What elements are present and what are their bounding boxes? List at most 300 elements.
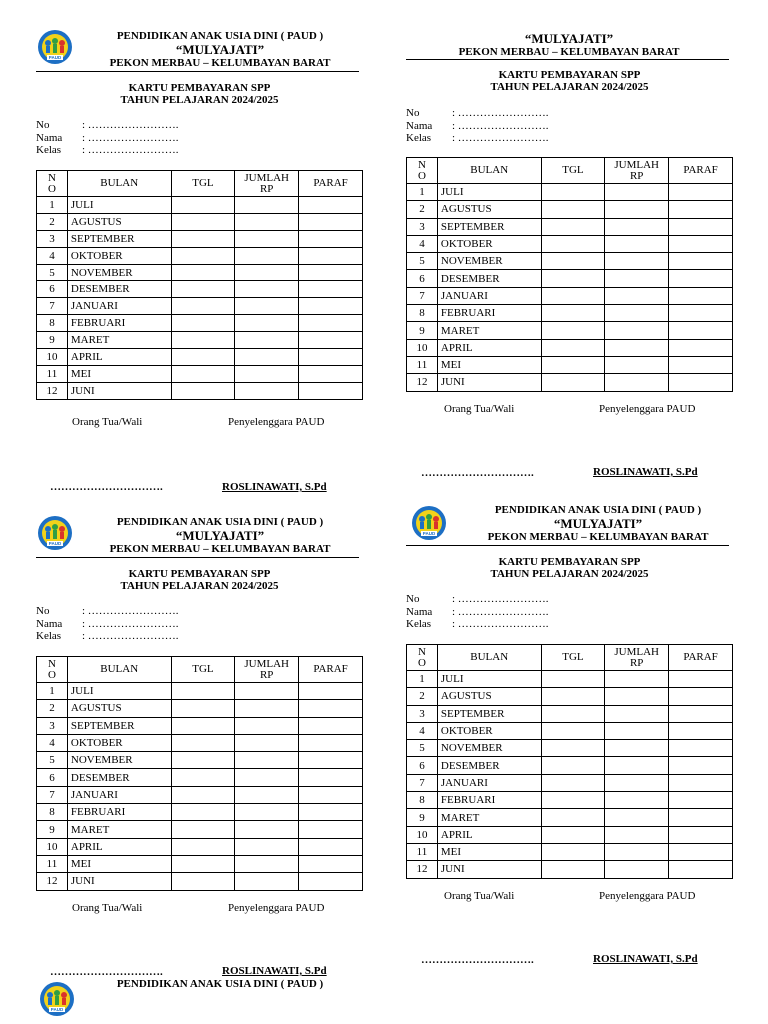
parent-signature-line: …………………………. [50,966,163,978]
row-number: 2 [407,688,438,705]
row-number: 4 [407,235,438,252]
month-cell: JULI [67,683,171,700]
date-cell[interactable] [541,843,605,860]
amount-cell[interactable] [605,339,669,356]
row-number: 12 [37,873,68,890]
initials-cell[interactable] [299,804,363,821]
initials-cell[interactable] [669,843,733,860]
month-cell: FEBRUARI [437,792,541,809]
table-row [407,235,733,252]
initials-cell[interactable] [299,769,363,786]
date-cell[interactable] [541,305,605,322]
column-bulan-header: BULAN [67,171,171,197]
paud-logo-icon [410,504,448,542]
amount-cell[interactable] [605,356,669,373]
row-number: 3 [407,218,438,235]
column-bulan-header: BULAN [437,158,541,184]
amount-cell[interactable] [235,365,299,382]
date-cell[interactable] [171,264,235,281]
amount-cell[interactable] [235,349,299,366]
month-cell: JANUARI [437,774,541,791]
school-year: TAHUN PELAJARAN 2024/2025 [120,94,279,106]
month-cell: OKTOBER [437,235,541,252]
initials-cell[interactable] [669,356,733,373]
date-cell[interactable] [541,809,605,826]
amount-cell[interactable] [605,826,669,843]
school-name: “MULYAJATI” [553,516,643,531]
row-number: 5 [407,253,438,270]
paud-logo-icon [36,514,74,552]
row-number: 1 [407,184,438,201]
date-cell[interactable] [171,332,235,349]
field-value: : ……………………. [452,107,549,119]
row-number: 1 [37,683,68,700]
table-row [407,861,733,878]
amount-cell[interactable] [605,184,669,201]
date-cell[interactable] [171,700,235,717]
parent-label: Orang Tua/Wali [444,890,515,902]
table-row [407,253,733,270]
amount-cell[interactable] [605,253,669,270]
initials-cell[interactable] [669,792,733,809]
field-value: : ……………………. [452,593,549,605]
row-number: 8 [407,792,438,809]
field-value: : ……………………. [452,119,549,132]
school-name: “MULYAJATI” [175,528,265,543]
initials-cell[interactable] [669,861,733,878]
date-cell[interactable] [541,861,605,878]
amount-cell[interactable] [605,305,669,322]
row-number: 10 [407,826,438,843]
row-number: 7 [37,298,68,315]
amount-cell[interactable] [235,734,299,751]
paud-logo-icon [38,980,76,1018]
initials-cell[interactable] [669,774,733,791]
date-cell[interactable] [541,201,605,218]
amount-cell[interactable] [235,786,299,803]
date-cell[interactable] [541,826,605,843]
initials-cell[interactable] [669,809,733,826]
initials-cell[interactable] [669,305,733,322]
table-row [37,855,363,872]
date-cell[interactable] [541,671,605,688]
student-fields [36,119,179,157]
initials-cell[interactable] [299,264,363,281]
row-number: 12 [407,861,438,878]
table-row [37,786,363,803]
parent-label: Orang Tua/Wali [444,403,515,415]
initials-cell[interactable] [299,873,363,890]
initials-cell[interactable] [299,197,363,214]
header-rule [36,71,359,72]
row-number: 4 [37,734,68,751]
column-no-header: N O [407,158,438,184]
table-row [407,184,733,201]
field-value: : ……………………. [82,131,179,144]
card-title: KARTU PEMBAYARAN SPP [128,568,271,580]
location: PEKON MERBAU – KELUMBAYAN BARAT [458,46,680,58]
initials-cell[interactable] [669,757,733,774]
amount-cell[interactable] [605,374,669,391]
date-cell[interactable] [541,235,605,252]
date-cell[interactable] [171,855,235,872]
field-label: No [406,107,420,119]
initials-cell[interactable] [669,374,733,391]
amount-cell[interactable] [605,270,669,287]
row-number: 1 [37,197,68,214]
amount-cell[interactable] [605,235,669,252]
row-number: 11 [37,855,68,872]
initials-cell[interactable] [299,365,363,382]
column-tgl-header: TGL [171,657,235,683]
initials-cell[interactable] [669,826,733,843]
month-cell: SEPTEMBER [437,218,541,235]
table-row [37,298,363,315]
initials-cell[interactable] [669,235,733,252]
column-no-header: N O [37,657,68,683]
date-cell[interactable] [541,339,605,356]
date-cell[interactable] [171,213,235,230]
table-row [37,683,363,700]
month-cell: AGUSTUS [437,688,541,705]
initials-cell[interactable] [299,382,363,399]
date-cell[interactable] [171,382,235,399]
month-cell: JULI [67,197,171,214]
row-number: 10 [37,838,68,855]
column-bulan-header: BULAN [67,657,171,683]
date-cell[interactable] [171,365,235,382]
amount-cell[interactable] [235,804,299,821]
date-cell[interactable] [171,838,235,855]
date-cell[interactable] [171,734,235,751]
organizer-label: Penyelenggara PAUD [599,403,696,415]
initials-cell[interactable] [299,281,363,298]
amount-cell[interactable] [235,197,299,214]
date-cell[interactable] [171,298,235,315]
row-number: 9 [37,821,68,838]
date-cell[interactable] [541,757,605,774]
month-cell: MEI [437,843,541,860]
row-number: 3 [407,705,438,722]
row-number: 4 [407,722,438,739]
month-cell: NOVEMBER [67,264,171,281]
table-row [37,700,363,717]
row-number: 11 [407,843,438,860]
row-number: 10 [407,339,438,356]
school-name: “MULYAJATI” [524,31,614,46]
date-cell[interactable] [541,374,605,391]
table-row [37,769,363,786]
field-label: No [406,593,420,605]
table-row [407,757,733,774]
amount-cell[interactable] [235,382,299,399]
parent-signature-line: …………………………. [421,954,534,966]
table-row [37,213,363,230]
date-cell[interactable] [171,873,235,890]
table-row [407,705,733,722]
school-year: TAHUN PELAJARAN 2024/2025 [490,81,649,93]
card-title: KARTU PEMBAYARAN SPP [498,69,641,81]
initials-cell[interactable] [299,315,363,332]
field-value: : ……………………. [452,618,549,630]
row-number: 9 [37,332,68,349]
initials-cell[interactable] [669,184,733,201]
month-cell: AGUSTUS [437,201,541,218]
initials-cell[interactable] [299,838,363,855]
amount-cell[interactable] [235,855,299,872]
date-cell[interactable] [541,774,605,791]
month-cell: DESEMBER [437,757,541,774]
amount-cell[interactable] [235,683,299,700]
school-year: TAHUN PELAJARAN 2024/2025 [120,580,279,592]
amount-cell[interactable] [605,287,669,304]
month-cell: SEPTEMBER [67,717,171,734]
initials-cell[interactable] [299,230,363,247]
table-header-row [407,158,733,184]
amount-cell[interactable] [605,322,669,339]
field-value: : ……………………. [452,132,549,144]
initials-cell[interactable] [299,247,363,264]
amount-cell[interactable] [235,752,299,769]
date-cell[interactable] [171,230,235,247]
table-row [37,752,363,769]
organizer-name: ROSLINAWATI, S.Pd [222,481,327,493]
date-cell[interactable] [171,349,235,366]
month-cell: MEI [67,855,171,872]
row-number: 2 [37,213,68,230]
student-fields [36,605,179,643]
date-cell[interactable] [541,270,605,287]
initials-cell[interactable] [669,740,733,757]
initials-cell[interactable] [669,722,733,739]
amount-cell[interactable] [605,809,669,826]
amount-cell[interactable] [235,298,299,315]
org-name: PENDIDIKAN ANAK USIA DINI ( PAUD ) [116,30,324,42]
initials-cell[interactable] [299,683,363,700]
amount-cell[interactable] [235,315,299,332]
amount-cell[interactable] [605,671,669,688]
date-cell[interactable] [541,253,605,270]
amount-cell[interactable] [605,705,669,722]
table-header-row [37,171,363,197]
column-bulan-header: BULAN [437,645,541,671]
column-tgl-header: TGL [541,645,605,671]
amount-cell[interactable] [605,688,669,705]
row-number: 11 [407,356,438,373]
month-cell: MARET [67,332,171,349]
field-label: Nama [36,131,63,144]
organizer-label: Penyelenggara PAUD [228,416,325,428]
column-paraf-header: PARAF [669,645,733,671]
date-cell[interactable] [171,281,235,298]
date-cell[interactable] [171,717,235,734]
field-label: Nama [406,605,433,618]
date-cell[interactable] [541,722,605,739]
initials-cell[interactable] [299,349,363,366]
column-no-header: N O [407,645,438,671]
initials-cell[interactable] [299,821,363,838]
amount-cell[interactable] [235,700,299,717]
field-label: Kelas [36,630,62,642]
amount-cell[interactable] [235,838,299,855]
row-number: 8 [37,315,68,332]
initials-cell[interactable] [669,688,733,705]
date-cell[interactable] [541,218,605,235]
initials-cell[interactable] [299,700,363,717]
initials-cell[interactable] [299,855,363,872]
date-cell[interactable] [541,356,605,373]
date-cell[interactable] [541,705,605,722]
table-row [407,356,733,373]
card-title: KARTU PEMBAYARAN SPP [128,82,271,94]
column-jumlah-header: JUMLAH RP [605,645,669,671]
parent-signature-line: …………………………. [50,481,163,493]
column-jumlah-header: JUMLAH RP [605,158,669,184]
row-number: 4 [37,247,68,264]
amount-cell[interactable] [235,247,299,264]
table-row [37,821,363,838]
month-cell: NOVEMBER [437,740,541,757]
column-no-header: N O [37,171,68,197]
initials-cell[interactable] [669,287,733,304]
amount-cell[interactable] [235,281,299,298]
paud-logo-icon [36,28,74,66]
date-cell[interactable] [171,769,235,786]
initials-cell[interactable] [669,218,733,235]
field-value: : ……………………. [82,630,179,642]
field-label: Kelas [36,144,62,156]
date-cell[interactable] [541,287,605,304]
table-row [407,792,733,809]
initials-cell[interactable] [669,671,733,688]
row-number: 7 [407,774,438,791]
date-cell[interactable] [171,786,235,803]
field-value: : ……………………. [82,605,179,617]
student-fields [406,593,549,631]
initials-cell[interactable] [299,786,363,803]
amount-cell[interactable] [235,821,299,838]
row-number: 9 [407,322,438,339]
amount-cell[interactable] [605,218,669,235]
row-number: 8 [37,804,68,821]
row-number: 7 [37,786,68,803]
row-number: 2 [407,201,438,218]
month-cell: JANUARI [67,298,171,315]
initials-cell[interactable] [669,270,733,287]
table-row [407,201,733,218]
amount-cell[interactable] [235,873,299,890]
location: PEKON MERBAU – KELUMBAYAN BARAT [487,531,709,543]
location: PEKON MERBAU – KELUMBAYAN BARAT [109,57,331,69]
row-number: 12 [37,382,68,399]
month-cell: JUNI [67,382,171,399]
row-number: 2 [37,700,68,717]
month-cell: MARET [67,821,171,838]
month-cell: DESEMBER [67,281,171,298]
header-rule [406,59,729,60]
month-cell: DESEMBER [67,769,171,786]
initials-cell[interactable] [299,332,363,349]
table-row [37,332,363,349]
date-cell[interactable] [171,752,235,769]
amount-cell[interactable] [235,264,299,281]
amount-cell[interactable] [605,740,669,757]
column-tgl-header: TGL [171,171,235,197]
card-title: KARTU PEMBAYARAN SPP [498,556,641,568]
initials-cell[interactable] [669,201,733,218]
amount-cell[interactable] [605,757,669,774]
row-number: 6 [37,769,68,786]
initials-cell[interactable] [669,705,733,722]
table-row [37,264,363,281]
amount-cell[interactable] [605,792,669,809]
amount-cell[interactable] [235,332,299,349]
amount-cell[interactable] [605,843,669,860]
organizer-label: Penyelenggara PAUD [228,902,325,914]
amount-cell[interactable] [605,774,669,791]
field-value: : ……………………. [82,119,179,131]
field-label: Nama [406,119,433,132]
initials-cell[interactable] [669,339,733,356]
date-cell[interactable] [171,804,235,821]
date-cell[interactable] [171,683,235,700]
month-cell: DESEMBER [437,270,541,287]
date-cell[interactable] [171,821,235,838]
amount-cell[interactable] [235,213,299,230]
payment-table [36,170,363,400]
month-cell: JANUARI [67,786,171,803]
date-cell[interactable] [541,184,605,201]
date-cell[interactable] [171,247,235,264]
payment-table [406,157,733,392]
initials-cell[interactable] [299,734,363,751]
amount-cell[interactable] [235,230,299,247]
date-cell[interactable] [541,740,605,757]
table-row [37,365,363,382]
initials-cell[interactable] [299,298,363,315]
amount-cell[interactable] [235,769,299,786]
amount-cell[interactable] [235,717,299,734]
row-number: 5 [37,752,68,769]
date-cell[interactable] [171,315,235,332]
date-cell[interactable] [541,688,605,705]
amount-cell[interactable] [605,201,669,218]
school-name: “MULYAJATI” [175,42,265,57]
month-cell: JANUARI [437,287,541,304]
initials-cell[interactable] [669,322,733,339]
month-cell: APRIL [67,349,171,366]
org-name: PENDIDIKAN ANAK USIA DINI ( PAUD ) [494,504,702,516]
date-cell[interactable] [541,792,605,809]
month-cell: FEBRUARI [67,315,171,332]
amount-cell[interactable] [605,722,669,739]
initials-cell[interactable] [299,213,363,230]
row-number: 1 [407,671,438,688]
initials-cell[interactable] [299,752,363,769]
table-row [407,374,733,391]
month-cell: JUNI [437,374,541,391]
parent-signature-line: …………………………. [421,467,534,479]
date-cell[interactable] [171,197,235,214]
month-cell: MARET [437,809,541,826]
amount-cell[interactable] [605,861,669,878]
column-paraf-header: PARAF [299,171,363,197]
column-tgl-header: TGL [541,158,605,184]
date-cell[interactable] [541,322,605,339]
table-row [37,838,363,855]
initials-cell[interactable] [669,253,733,270]
initials-cell[interactable] [299,717,363,734]
